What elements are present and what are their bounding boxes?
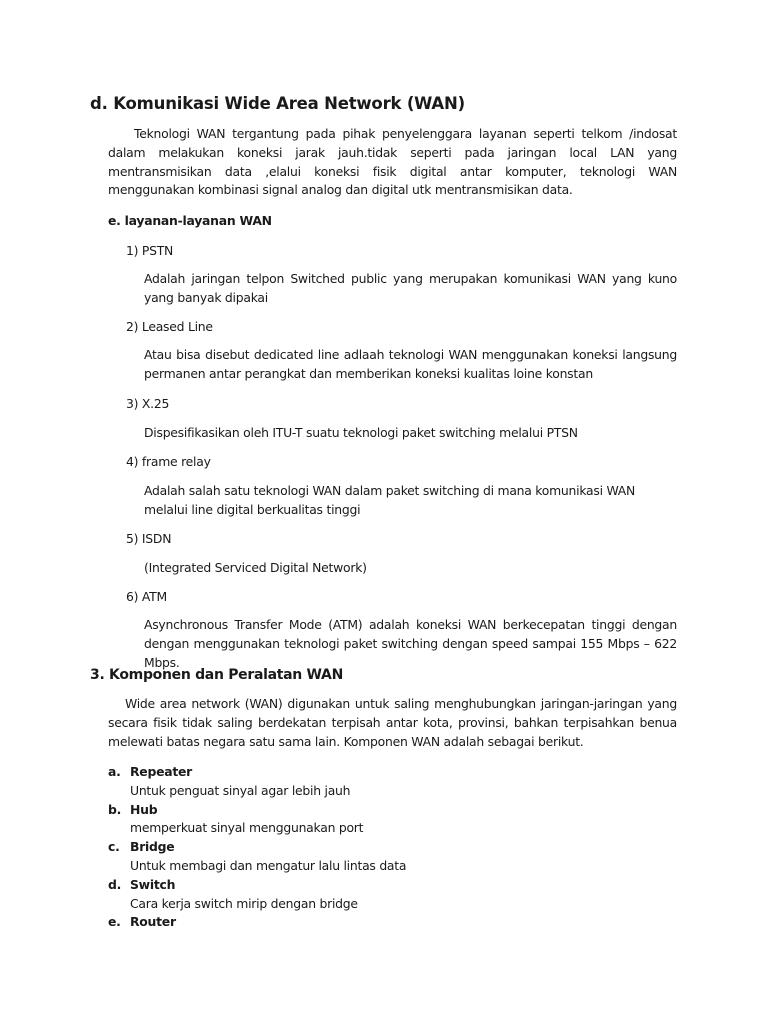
section-heading-3: 3. Komponen dan Peralatan WAN: [90, 667, 343, 683]
list-marker: e.: [108, 914, 121, 930]
service-label-x25: 3) X.25: [126, 396, 170, 411]
list-item: [90, 876, 680, 895]
list-item-desc: [90, 857, 680, 876]
components-list: [90, 763, 680, 932]
component-desc: Untuk penguat sinyal agar lebih jauh: [130, 782, 351, 798]
service-desc-isdn: (Integrated Serviced Digital Network): [144, 560, 367, 575]
list-item: [90, 913, 680, 932]
component-name: Repeater: [130, 764, 193, 779]
list-marker: c.: [108, 839, 120, 855]
component-desc: Cara kerja switch mirip dengan bridge: [130, 895, 358, 911]
components-paragraph: Wide area network (WAN) digunakan untuk saling menghubungkan jaringan-jaringan yang secara fisik tidak saling berdekatan terpisah antar kota, provinsi, bahkan terpisahkan benua melewati batas negara satu sama lain. Komponen WAN adalah sebagai berikut.: [108, 696, 677, 749]
list-marker: d.: [108, 876, 122, 892]
service-desc-x25: Dispesifikasikan oleh ITU-T suatu teknologi paket switching melalui PTSN: [144, 425, 578, 440]
subheading-e: e. layanan-layanan WAN: [108, 213, 272, 228]
list-item: [90, 801, 680, 820]
list-item: [90, 838, 680, 857]
list-item-desc: [90, 782, 680, 801]
component-name: Hub: [130, 801, 158, 817]
service-desc-atm: Asynchronous Transfer Mode (ATM) adalah koneksi WAN berkecepatan tinggi dengan dengan menggunakan teknologi paket switching dengan speed sampai 155 Mbps – 622 Mbps.: [144, 617, 677, 670]
service-desc-frame-relay: Adalah salah satu teknologi WAN dalam paket switching di mana komunikasi WAN melalui line digital berkualitas tinggi: [144, 483, 636, 517]
list-item-desc: [90, 819, 680, 838]
service-label-leased-line: 2) Leased Line: [126, 319, 213, 334]
component-name: Bridge: [130, 839, 175, 855]
component-desc: Untuk membagi dan mengatur lalu lintas data: [130, 857, 407, 873]
component-name: Router: [130, 914, 176, 930]
component-name: Switch: [130, 876, 176, 892]
list-marker: a.: [108, 764, 121, 779]
component-desc: memperkuat sinyal menggunakan port: [130, 820, 364, 836]
list-marker: b.: [108, 801, 122, 817]
service-label-pstn: 1) PSTN: [126, 243, 174, 258]
service-label-atm: 6) ATM: [126, 589, 167, 604]
section-heading-d: d. Komunikasi Wide Area Network (WAN): [90, 94, 465, 113]
service-desc-leased-line: Atau bisa disebut dedicated line adlaah teknologi WAN menggunakan koneksi langsung permanen antar perangkat dan memberikan koneksi kualitas loine konstan: [144, 347, 677, 381]
service-label-frame-relay: 4) frame relay: [126, 454, 211, 469]
service-desc-pstn: Adalah jaringan telpon Switched public yang merupakan komunikasi WAN yang kuno yang banyak dipakai: [144, 271, 677, 305]
service-label-isdn: 5) ISDN: [126, 531, 172, 546]
intro-paragraph: Teknologi WAN tergantung pada pihak penyelenggara layanan seperti telkom /indosat dalam melakukan koneksi jarak jauh.tidak seperti pada jaringan local LAN yang mentransmisikan data ,elalui koneksi fisik digital antar komputer, teknologi WAN menggunakan kombinasi signal analog dan digital utk mentransmisikan data.: [108, 126, 677, 198]
list-item-desc: [90, 895, 680, 914]
list-item: [90, 763, 680, 782]
